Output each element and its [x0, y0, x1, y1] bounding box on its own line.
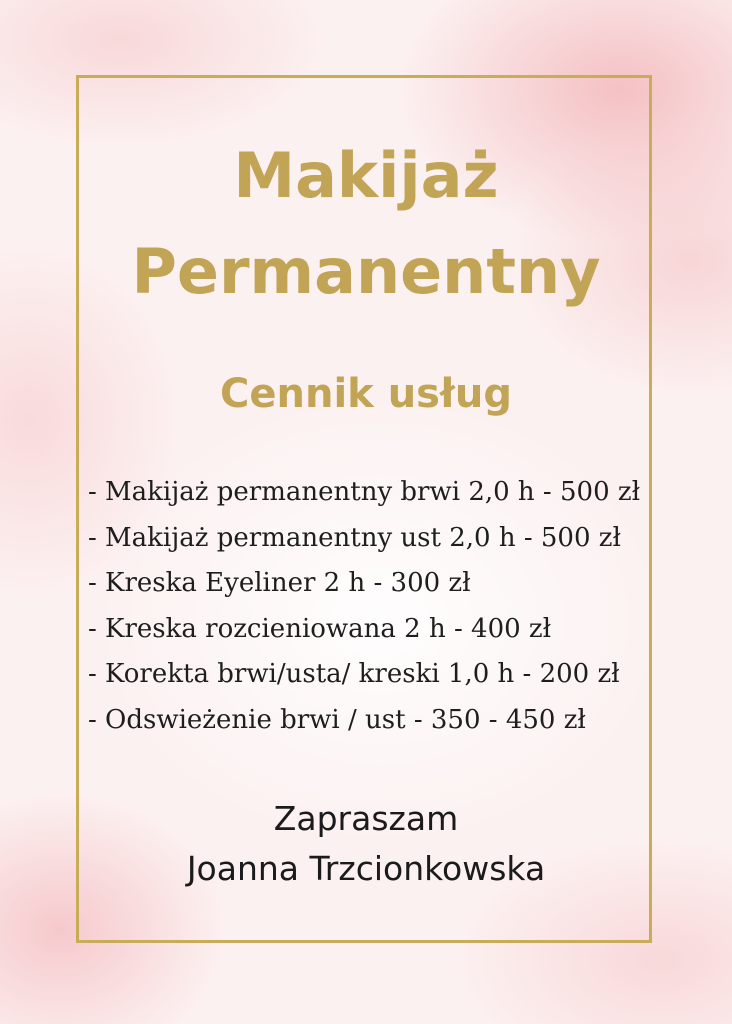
title-line-1: Makijaż	[233, 139, 499, 212]
price-item-eyeliner: - Kreska Eyeliner 2 h - 300 zł	[88, 568, 471, 599]
price-item-correction: - Korekta brwi/usta/ kreski 1,0 h - 200 zł	[88, 659, 620, 690]
invitation-text: Zapraszam	[273, 799, 459, 838]
price-item-brows: - Makijaż permanentny brwi 2,0 h - 500 zł	[88, 477, 641, 507]
price-item-shaded-line: - Kreska rozcieniowana 2 h - 400 zł	[88, 613, 552, 644]
price-list	[88, 470, 688, 744]
title-line-2: Permanentny	[131, 235, 601, 308]
subtitle: Cennik usług	[220, 371, 512, 417]
price-item-lips: - Makijaż permanentny ust 2,0 h - 500 zł	[88, 522, 621, 553]
price-item-refresh: - Odswieżenie brwi / ust - 350 - 450 zł	[88, 704, 586, 735]
signature-name: Joanna Trzcionkowska	[186, 849, 546, 888]
